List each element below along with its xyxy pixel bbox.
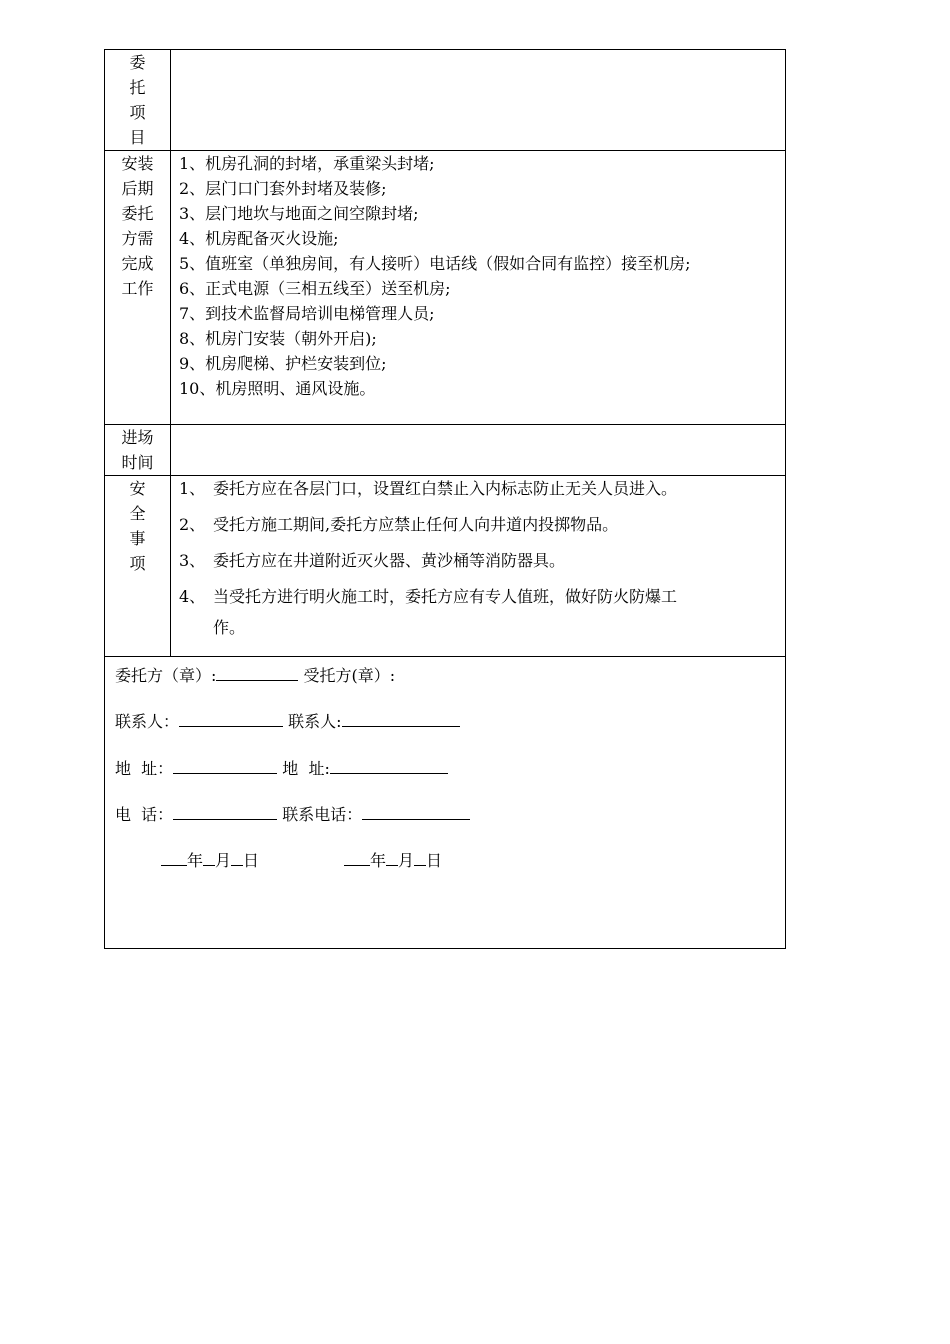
label-char: 项	[129, 554, 146, 573]
signature-area	[105, 657, 786, 949]
client-seal-label: 委托方（章）:	[115, 666, 217, 685]
list-number: 1、	[179, 479, 206, 498]
client-address-blank[interactable]	[173, 759, 277, 774]
client-contact-label: 联系人：	[115, 712, 180, 731]
list-number: 2、	[179, 515, 206, 534]
label-char: 项	[129, 103, 146, 122]
row-safety-matters	[105, 476, 786, 657]
list-number: 4、	[179, 587, 206, 606]
label-line: 委托	[121, 204, 154, 223]
list-item: 3、层门地坎与地面之间空隙封堵;	[179, 204, 419, 223]
contact-line	[115, 709, 460, 732]
label-char: 托	[129, 78, 146, 97]
row-entrusted-project	[105, 50, 786, 151]
list-item: 6、正式电源（三相五线至）送至机房;	[179, 279, 451, 298]
month-label: 月	[215, 851, 232, 870]
list-text: 受托方施工期间,委托方应禁止任何人向井道内投掷物品。	[213, 515, 619, 534]
label-safety-matters	[105, 476, 171, 657]
list-item	[179, 548, 779, 573]
post-install-task-list	[179, 151, 779, 401]
list-item: 5、值班室（单独房间，有人接听）电话线（假如合同有监控）接至机房;	[179, 254, 691, 273]
contractor-date	[344, 848, 442, 871]
year-label: 年	[370, 851, 387, 870]
label-entrusted-project	[105, 50, 171, 151]
label-char: 安	[129, 479, 146, 498]
row-post-install-tasks	[105, 151, 786, 425]
contractor-phone-blank[interactable]	[362, 805, 470, 820]
label-post-install-tasks	[105, 151, 171, 425]
entrust-form-table	[104, 49, 786, 949]
label-line: 完成	[121, 254, 154, 273]
safety-list	[179, 476, 779, 647]
client-address-label: 地 址：	[115, 759, 174, 778]
seal-line	[115, 663, 395, 686]
label-line: 方需	[121, 229, 154, 248]
list-item: 2、层门口门套外封堵及装修;	[179, 179, 387, 198]
list-item: 7、到技术监督局培训电梯管理人员;	[179, 304, 435, 323]
list-item: 9、机房爬梯、护栏安装到位;	[179, 354, 387, 373]
list-item	[179, 584, 779, 647]
client-contact-blank[interactable]	[179, 712, 283, 727]
address-line	[115, 756, 448, 779]
list-item: 4、机房配备灭火设施;	[179, 229, 339, 248]
list-text: 委托方应在井道附近灭火器、黄沙桶等消防器具。	[213, 551, 566, 570]
list-text-block	[213, 584, 779, 647]
label-char: 全	[129, 504, 146, 523]
year-blank[interactable]	[344, 851, 370, 866]
label-line: 后期	[121, 179, 154, 198]
label-line: 工作	[121, 279, 154, 298]
label-line: 进场	[121, 428, 154, 447]
entrusted-project-content	[171, 50, 786, 151]
client-phone-label: 电 话：	[115, 805, 174, 824]
entry-time-content	[171, 425, 786, 476]
contractor-phone-label: 联系电话：	[282, 805, 363, 824]
contractor-contact-blank[interactable]	[342, 712, 460, 727]
month-blank[interactable]	[386, 851, 398, 866]
client-seal-blank[interactable]	[216, 666, 298, 681]
month-blank[interactable]	[203, 851, 215, 866]
list-number: 3、	[179, 551, 206, 570]
post-install-tasks-content	[171, 151, 786, 425]
label-line: 安装	[121, 154, 154, 173]
safety-matters-content	[171, 476, 786, 657]
label-entry-time	[105, 425, 171, 476]
year-label: 年	[187, 851, 204, 870]
label-char: 委	[129, 53, 146, 72]
label-line: 时间	[121, 453, 154, 472]
client-phone-blank[interactable]	[173, 805, 277, 820]
list-item: 1、机房孔洞的封堵，承重梁头封堵;	[179, 154, 435, 173]
row-signatures	[105, 657, 786, 949]
contractor-address-label: 地 址:	[282, 759, 330, 778]
contractor-contact-label: 联系人:	[288, 712, 342, 731]
day-label: 日	[243, 851, 260, 870]
contractor-address-blank[interactable]	[330, 759, 448, 774]
day-blank[interactable]	[414, 851, 426, 866]
day-blank[interactable]	[231, 851, 243, 866]
label-char: 事	[129, 529, 146, 548]
list-text-continuation: 作。	[213, 618, 246, 637]
year-blank[interactable]	[161, 851, 187, 866]
month-label: 月	[398, 851, 415, 870]
client-date	[161, 848, 259, 871]
list-text: 当受托方进行明火施工时，委托方应有专人值班，做好防火防爆工	[213, 587, 678, 606]
contractor-seal-label: 受托方(章）:	[303, 666, 396, 685]
list-item: 8、机房门安装（朝外开启);	[179, 329, 377, 348]
list-text: 委托方应在各层门口，设置红白禁止入内标志防止无关人员进入。	[213, 479, 678, 498]
list-item: 10、机房照明、通风设施。	[179, 379, 376, 398]
day-label: 日	[426, 851, 443, 870]
label-char: 目	[129, 128, 146, 147]
row-entry-time	[105, 425, 786, 476]
list-item	[179, 476, 779, 501]
list-item	[179, 512, 779, 537]
phone-line	[115, 802, 470, 825]
